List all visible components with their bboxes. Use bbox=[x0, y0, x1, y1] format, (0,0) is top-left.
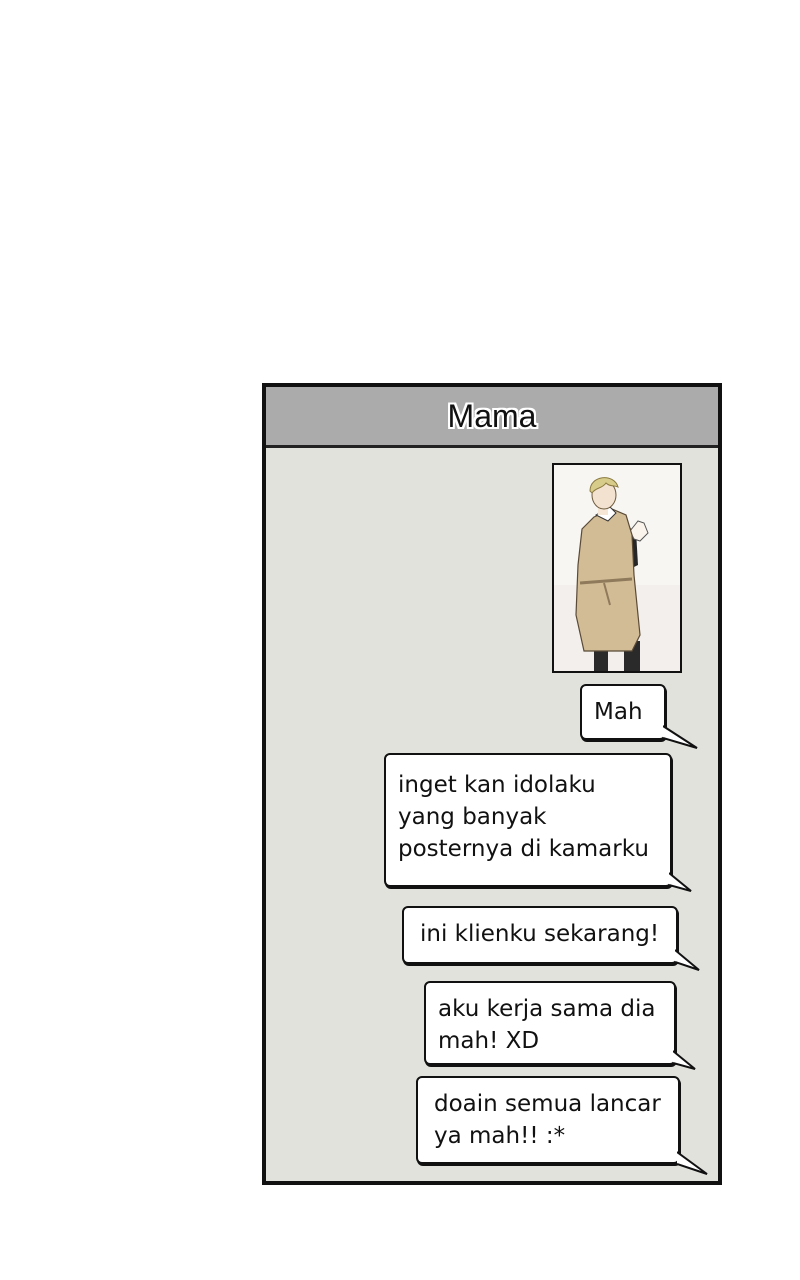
chat-bubble bbox=[384, 753, 672, 887]
bubble-tail bbox=[673, 1049, 713, 1079]
chat-window bbox=[262, 383, 722, 1185]
message-text: ini klienku sekarang! bbox=[420, 921, 660, 947]
message-text: aku kerja sama dia mah! XD bbox=[438, 996, 656, 1054]
chat-bubble bbox=[416, 1076, 680, 1164]
message-text: inget kan idolaku yang banyak posternya di kamarku bbox=[398, 772, 649, 862]
chat-bubble bbox=[580, 684, 666, 740]
chat-header bbox=[266, 387, 718, 448]
chat-bubble bbox=[402, 906, 678, 964]
chat-bubble bbox=[424, 981, 676, 1065]
message-text: doain semua lancar ya mah!! :* bbox=[434, 1091, 661, 1149]
sent-photo[interactable] bbox=[552, 463, 682, 673]
bubble-tail bbox=[663, 724, 703, 754]
message-text: Mah bbox=[594, 699, 643, 725]
bubble-tail bbox=[675, 948, 715, 978]
bubble-tail bbox=[677, 1150, 717, 1180]
contact-name: Mama bbox=[447, 397, 537, 434]
bubble-tail bbox=[669, 871, 709, 901]
man-in-coat-illustration bbox=[554, 465, 680, 671]
